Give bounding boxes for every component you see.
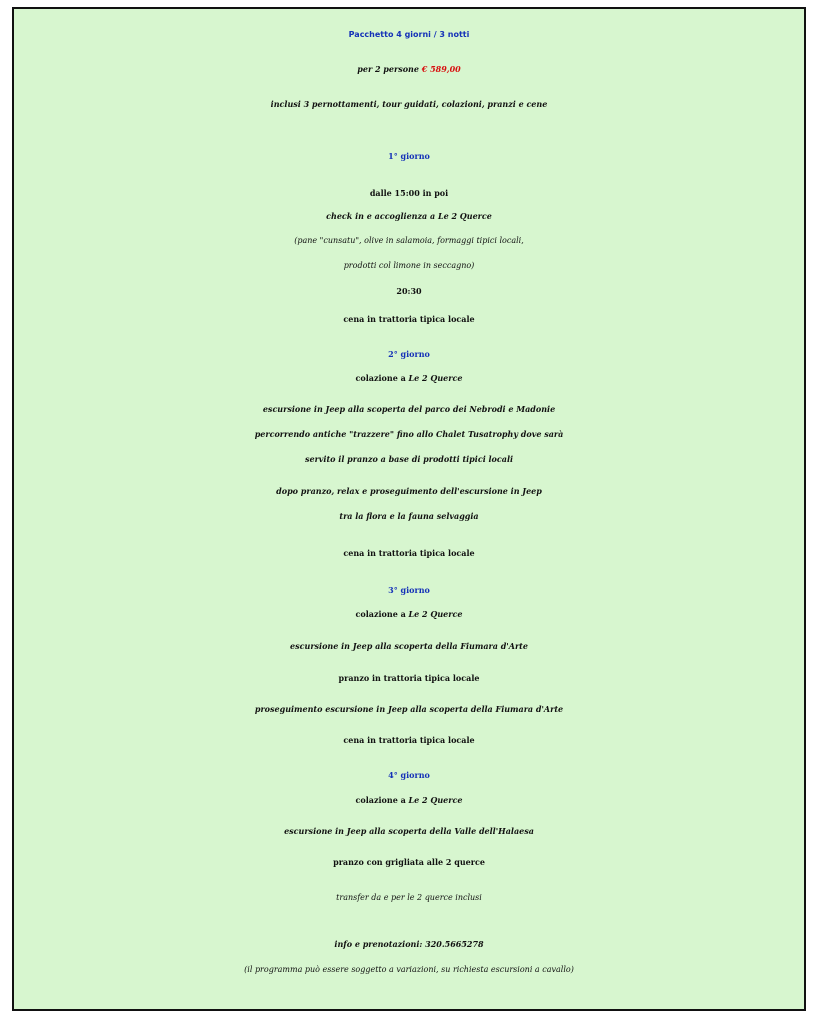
breakfast-place: Le 2 Querce xyxy=(408,373,463,383)
day1-title: 1° giorno xyxy=(388,151,430,161)
disclaimer: (il programma può essere soggetto a variazioni, su richiesta escursioni a cavallo) xyxy=(244,965,574,974)
day4-title: 4° giorno xyxy=(388,770,430,780)
day1-checkin: check in e accoglienza a Le 2 Querce xyxy=(326,211,492,221)
day2-excursion-2: percorrendo antiche "trazzere" fino allo Chalet Tusatrophy dove sarà xyxy=(254,429,564,439)
day1-note-2: prodotti col limone in seccagno) xyxy=(343,261,475,270)
breakfast-place: Le 2 Querce xyxy=(408,609,463,619)
breakfast-prefix: colazione a xyxy=(355,373,409,383)
package-title: Pacchetto 4 giorni / 3 notti xyxy=(348,30,470,39)
contact-info: info e prenotazioni: 320.5665278 xyxy=(334,939,484,949)
day1-note-1: (pane "cunsatu", olive in salamoia, formaggi tipici locali, xyxy=(294,236,524,245)
day1-dinner: cena in trattoria tipica locale xyxy=(343,314,475,324)
day3-dinner: cena in trattoria tipica locale xyxy=(343,735,475,745)
day2-excursion-1: escursione in Jeep alla scoperta del parco dei Nebrodi e Madonie xyxy=(262,404,556,414)
day2-afternoon-1: dopo pranzo, relax e proseguimento dell'escursione in Jeep xyxy=(276,486,542,496)
transfer-note: transfer da e per le 2 querce inclusi xyxy=(336,893,482,902)
day2-title: 2° giorno xyxy=(388,349,430,359)
day4-excursion: escursione in Jeep alla scoperta della Valle dell'Halaesa xyxy=(284,826,534,836)
day3-title: 3° giorno xyxy=(388,585,430,595)
breakfast-prefix: colazione a xyxy=(355,795,409,805)
day3-excursion: escursione in Jeep alla scoperta della Fiumara d'Arte xyxy=(290,641,528,651)
day4-breakfast xyxy=(14,796,804,804)
day2-breakfast xyxy=(14,374,804,382)
persons-label: per 2 persone xyxy=(357,64,419,74)
day2-excursion-3: servito il pranzo a base di prodotti tipici locali xyxy=(304,454,514,464)
day3-breakfast xyxy=(14,610,804,618)
package-flyer xyxy=(12,7,806,1011)
day4-lunch: pranzo con grigliata alle 2 querce xyxy=(333,857,485,867)
day1-dinner-time: 20:30 xyxy=(396,286,422,296)
price: € 589,00 xyxy=(421,64,461,74)
breakfast-prefix: colazione a xyxy=(355,609,409,619)
day3-lunch: pranzo in trattoria tipica locale xyxy=(338,673,480,683)
breakfast-place: Le 2 Querce xyxy=(408,795,463,805)
persons-price-line xyxy=(14,65,804,73)
day2-afternoon-2: tra la flora e la fauna selvaggia xyxy=(339,511,479,521)
includes-line: inclusi 3 pernottamenti, tour guidati, colazioni, pranzi e cene xyxy=(270,99,548,109)
day3-excursion-continued: proseguimento escursione in Jeep alla scoperta della Fiumara d'Arte xyxy=(254,704,564,714)
day2-dinner: cena in trattoria tipica locale xyxy=(343,548,475,558)
day1-arrival-time: dalle 15:00 in poi xyxy=(369,188,449,198)
